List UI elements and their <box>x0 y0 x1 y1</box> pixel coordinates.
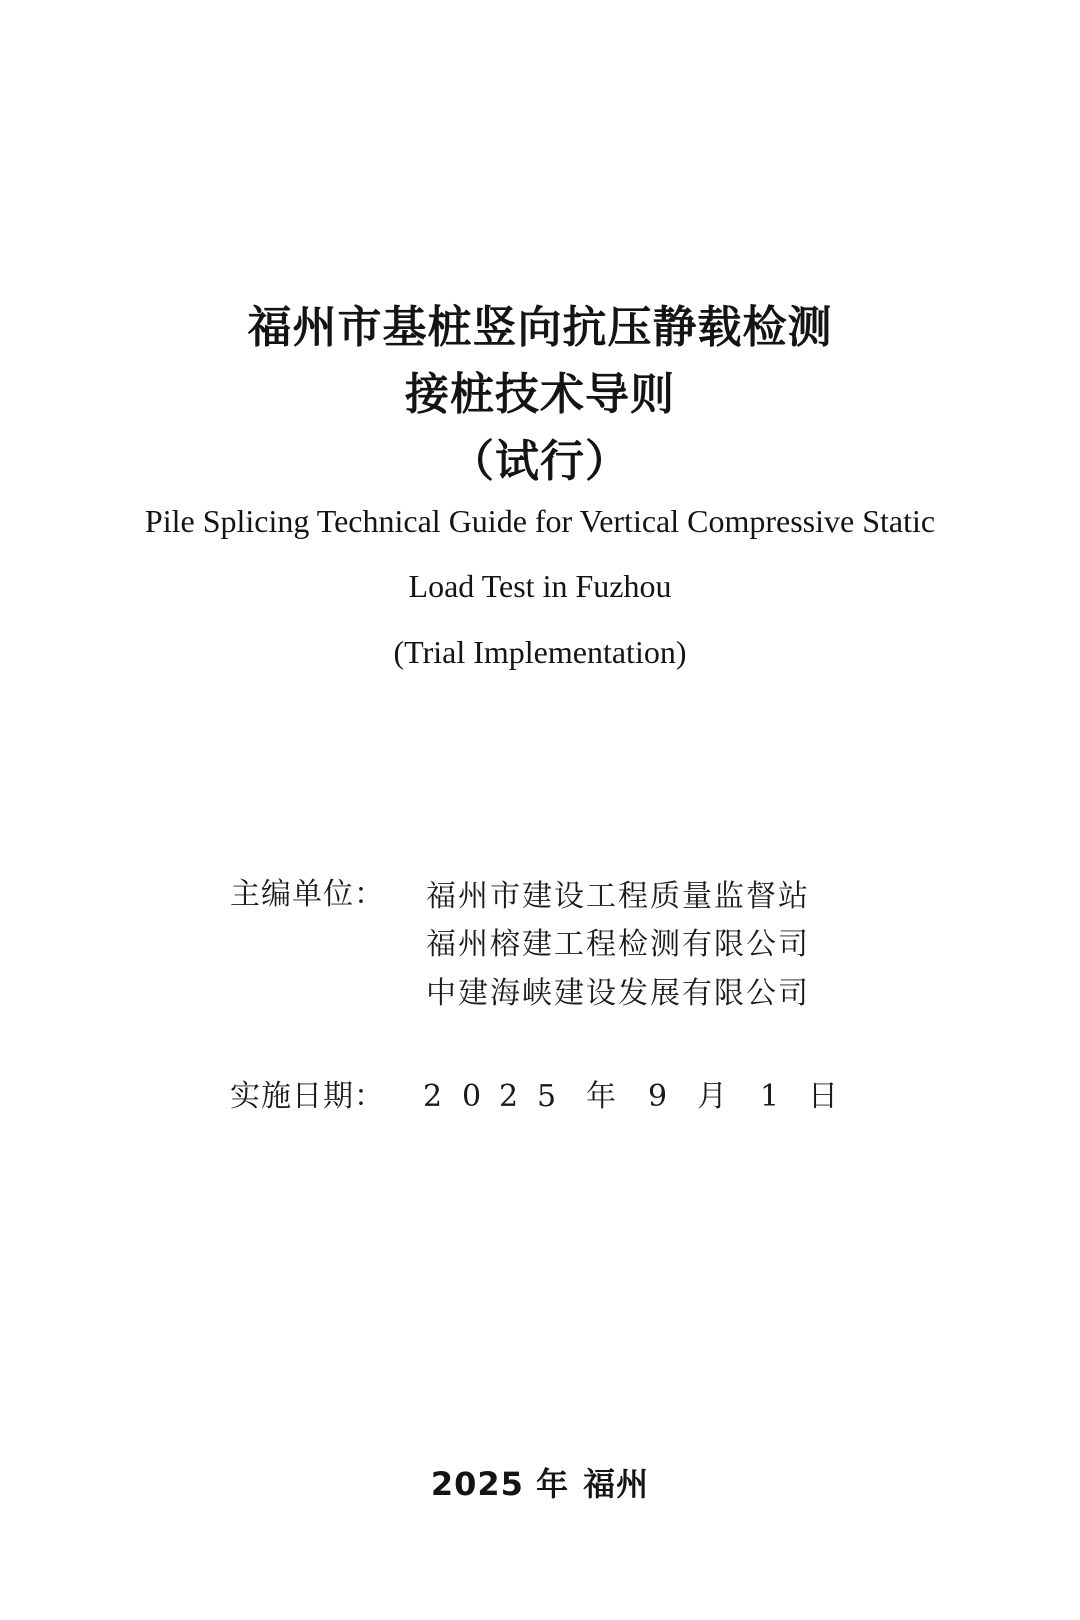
chief-editor-label: 主编单位： <box>230 877 385 912</box>
footer-city: 福州 <box>583 1465 650 1503</box>
implementation-date-label: 实施日期： <box>230 1079 385 1114</box>
implementation-day: 1 <box>760 1079 780 1114</box>
implementation-year-digit: 0 <box>462 1079 482 1114</box>
title-en-line-3: (Trial Implementation) <box>393 634 687 670</box>
title-cn-line-1: 福州市基桩竖向抗压静载检测 <box>247 302 833 353</box>
footer-publication <box>0 1465 1080 1503</box>
title-cn-line-2: 接桩技术导则 <box>405 369 675 420</box>
chief-editor-org: 福州榕建工程检测有限公司 <box>426 927 810 962</box>
implementation-year-digit: 2 <box>423 1079 443 1114</box>
implementation-year-digit: 2 <box>499 1079 519 1114</box>
implementation-year-digit: 5 <box>537 1079 557 1114</box>
implementation-month-unit: 月 <box>697 1079 727 1114</box>
footer-year: 2025 年 <box>430 1465 570 1503</box>
implementation-month: 9 <box>648 1079 668 1114</box>
chief-editor-org: 中建海峡建设发展有限公司 <box>426 976 810 1011</box>
title-en-line-2: Load Test in Fuzhou <box>408 568 672 604</box>
implementation-year-unit: 年 <box>586 1079 616 1114</box>
title-cn-line-3: （试行） <box>450 436 630 487</box>
implementation-day-unit: 日 <box>808 1079 838 1114</box>
chief-editor-org: 福州市建设工程质量监督站 <box>426 879 810 914</box>
title-en-line-1: Pile Splicing Technical Guide for Vertical Compressive Static <box>144 503 936 539</box>
